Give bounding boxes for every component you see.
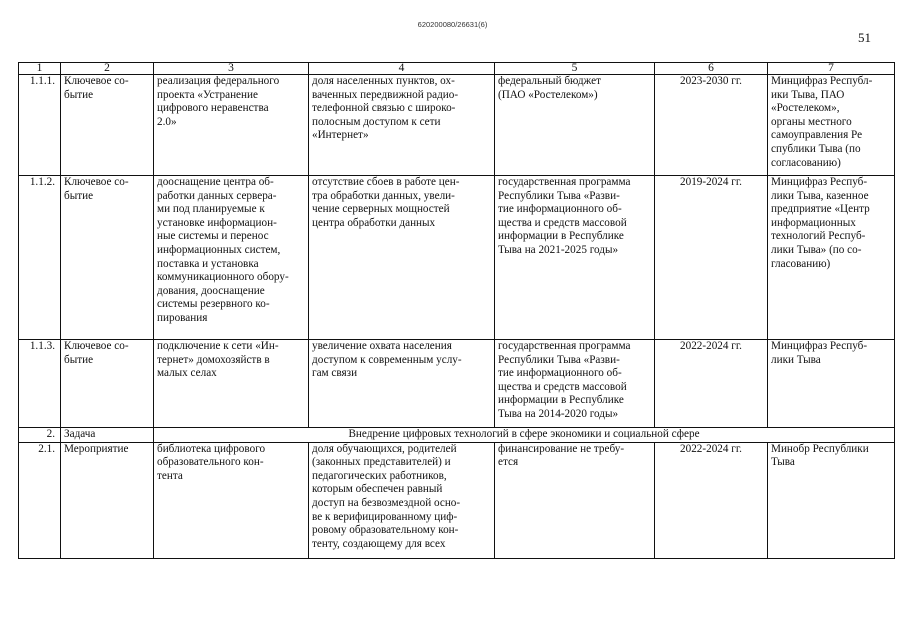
row-responsible: Минцифраз Респуб- лики Тыва (768, 340, 895, 428)
task-title: Внедрение цифровых технологий в сфере экономики и социальной сфере (154, 428, 895, 443)
table-row (19, 340, 895, 428)
measures-table (18, 62, 895, 559)
row-name: подключение к сети «Ин- тернет» домохозяйств в малых селах (154, 340, 309, 428)
header-cell: 4 (309, 63, 495, 75)
row-name: дооснащение центра об- работки данных сервера- ми под планируемые к установке информацион- ные системы и перенос информационных систем, поставка и установка коммуникационного обору- дования, дооснащение системы резервного ко- пирования (154, 176, 309, 340)
header-cell: 3 (154, 63, 309, 75)
row-type: Ключевое со- бытие (61, 340, 154, 428)
row-period: 2022-2024 гг. (655, 442, 768, 558)
row-indicator: доля населенных пунктов, ох- ваченных передвижной радио- телефонной связью с широко- полосным доступом к сети «Интернет» (309, 75, 495, 176)
row-number: 2.1. (19, 442, 61, 558)
row-number: 1.1.2. (19, 176, 61, 340)
row-type: Мероприятие (61, 442, 154, 558)
row-name: библиотека цифрового образовательного кон- тента (154, 442, 309, 558)
row-type: Ключевое со- бытие (61, 176, 154, 340)
row-number: 1.1.1. (19, 75, 61, 176)
header-cell: 6 (655, 63, 768, 75)
document-id: 620200080/26631(6) (417, 20, 488, 29)
row-period: 2023-2030 гг. (655, 75, 768, 176)
page-number: 51 (858, 30, 871, 45)
row-responsible: Минцифраз Республ- ики Тыва, ПАО «Ростелеком», органы местного самоуправления Ре спублики Тыва (по согласованию) (768, 75, 895, 176)
row-indicator: отсутствие сбоев в работе цен- тра обработки данных, увели- чение серверных мощностей центра обработки данных (309, 176, 495, 340)
row-indicator: увеличение охвата населения доступом к современным услу- гам связи (309, 340, 495, 428)
row-period: 2022-2024 гг. (655, 340, 768, 428)
header-row (19, 63, 895, 75)
header-cell: 5 (495, 63, 655, 75)
row-indicator: доля обучающихся, родителей (законных представителей) и педагогических работников, которым обеспечен равный доступ на безвозмездной осно- ве к верифицированному циф- ровому образовательному кон- тенту, создающему для всех (309, 442, 495, 558)
row-responsible: Минобр Республики Тыва (768, 442, 895, 558)
row-number: 1.1.3. (19, 340, 61, 428)
header-cell: 1 (19, 63, 61, 75)
row-source: финансирование не требу- ется (495, 442, 655, 558)
row-responsible: Минцифраз Респуб- лики Тыва, казенное предприятие «Центр информационных технологий Респуб- лики Тыва» (по со- гласованию) (768, 176, 895, 340)
task-type: Задача (61, 428, 154, 443)
table-row (19, 75, 895, 176)
row-period: 2019-2024 гг. (655, 176, 768, 340)
task-row (19, 428, 895, 443)
row-name: реализация федерального проекта «Устранение цифрового неравенства 2.0» (154, 75, 309, 176)
task-number: 2. (19, 428, 61, 443)
row-source: государственная программа Республики Тыва «Разви- тие информационного об- щества и средств массовой информации в Республике Тыва на 2021-2025 годы» (495, 176, 655, 340)
table-row (19, 442, 895, 558)
table-row (19, 176, 895, 340)
header-cell: 7 (768, 63, 895, 75)
header-cell: 2 (61, 63, 154, 75)
row-type: Ключевое со- бытие (61, 75, 154, 176)
row-source: государственная программа Республики Тыва «Разви- тие информационного об- щества и средств массовой информации в Республике Тыва на 2014-2020 годы» (495, 340, 655, 428)
row-source: федеральный бюджет (ПАО «Ростелеком») (495, 75, 655, 176)
